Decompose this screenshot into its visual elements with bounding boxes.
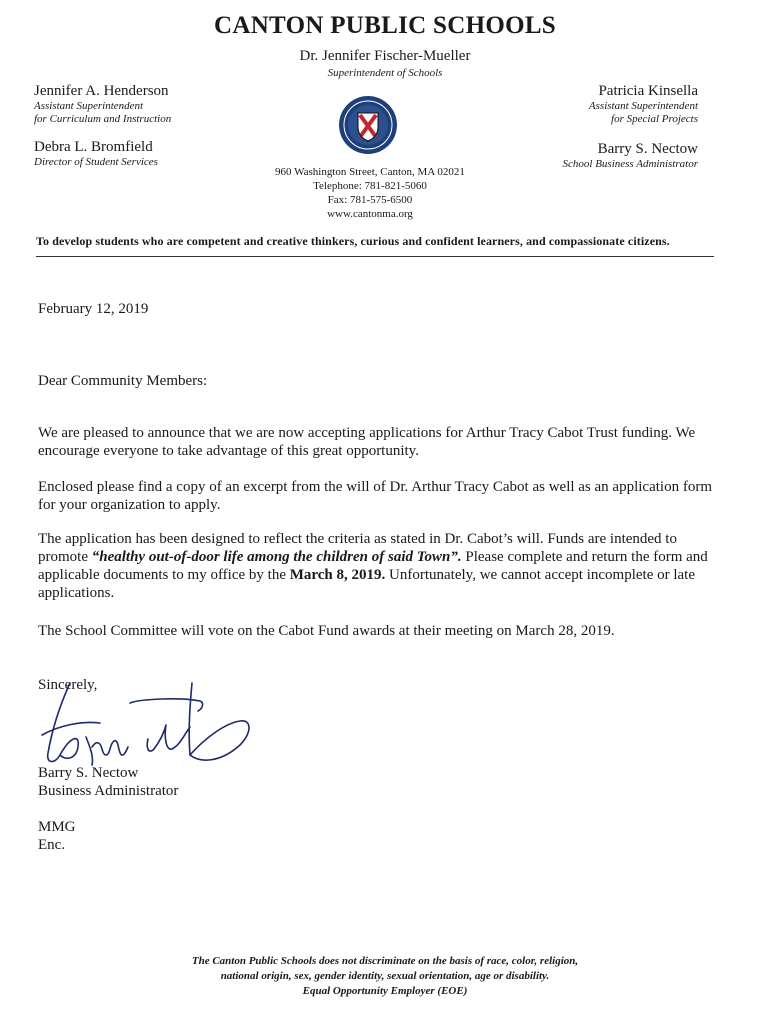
paragraph-1: We are pleased to announce that we are now accepting applications for Arthur Tracy Cabot Trust funding. We encourage everyone to take advantage of this great opportunity. xyxy=(38,425,696,459)
staff-title: Director of Student Services xyxy=(34,156,158,168)
staff-kinsella xyxy=(589,83,698,126)
address-block xyxy=(0,165,740,221)
staff-title: Assistant Superintendent xyxy=(34,100,144,112)
paragraph-3-text: Unfortunately, we cannot accept incomplete or late applications. xyxy=(38,567,696,601)
fax: Fax: 781-575-6500 xyxy=(327,194,413,206)
staff-henderson xyxy=(34,83,171,126)
staff-title: School Business Administrator xyxy=(562,158,698,170)
letter-date: February 12, 2019 xyxy=(38,301,149,317)
application-deadline: March 8, 2019. xyxy=(289,567,386,583)
footer-line: national origin, sex, gender identity, sexual orientation, age or disability. xyxy=(220,970,550,982)
footer-line: The Canton Public Schools does not discriminate on the basis of race, color, religion, xyxy=(191,955,579,967)
header-divider xyxy=(36,256,714,257)
signer-title: Business Administrator xyxy=(38,783,179,799)
superintendent-name: Dr. Jennifer Fischer-Mueller xyxy=(299,48,471,64)
staff-title: for Curriculum and Instruction xyxy=(34,113,172,125)
telephone: Telephone: 781-821-5060 xyxy=(313,180,427,192)
school-seal-icon xyxy=(338,95,398,155)
mission-statement: To develop students who are competent and creative thinkers, curious and confident learners, and compassionate citizens. xyxy=(36,234,670,248)
closing: Sincerely, xyxy=(38,677,98,693)
handwritten-signature xyxy=(30,675,270,775)
staff-title: Assistant Superintendent xyxy=(588,100,698,112)
staff-title: for Special Projects xyxy=(611,113,698,125)
paragraph-3-text: The application has been designed to reflect the criteria as stated in Dr. Cabot’s will. Funds are intended to promote xyxy=(38,531,677,565)
nondiscrimination-footer xyxy=(0,954,770,999)
typist-initials: MMG xyxy=(38,819,76,835)
signer-name: Barry S. Nectow xyxy=(38,765,139,781)
paragraph-4: The School Committee will vote on the Cabot Fund awards at their meeting on March 28, 2019. xyxy=(38,623,615,639)
staff-name: Patricia Kinsella xyxy=(598,83,698,99)
enclosure-note: Enc. xyxy=(38,837,66,853)
website: www.cantonma.org xyxy=(327,208,413,220)
staff-name: Debra L. Bromfield xyxy=(34,139,153,155)
footer-eoe: Equal Opportunity Employer (EOE) xyxy=(302,985,468,997)
paragraph-3 xyxy=(38,530,728,602)
cabot-will-quote: “healthy out-of-door life among the children of said Town”. xyxy=(91,549,462,565)
paragraph-3-text: Please complete and return the form and applicable documents to my office by the xyxy=(38,549,708,583)
school-name: CANTON PUBLIC SCHOOLS xyxy=(213,12,557,39)
street-address: 960 Washington Street, Canton, MA 02021 xyxy=(275,166,465,178)
paragraph-2: Enclosed please find a copy of an excerpt from the will of Dr. Arthur Tracy Cabot as well as an application form for your organization to apply. xyxy=(38,479,712,513)
salutation: Dear Community Members: xyxy=(38,373,208,389)
superintendent-title: Superintendent of Schools xyxy=(327,67,443,79)
staff-name: Barry S. Nectow xyxy=(597,141,698,157)
staff-name: Jennifer A. Henderson xyxy=(34,83,169,99)
